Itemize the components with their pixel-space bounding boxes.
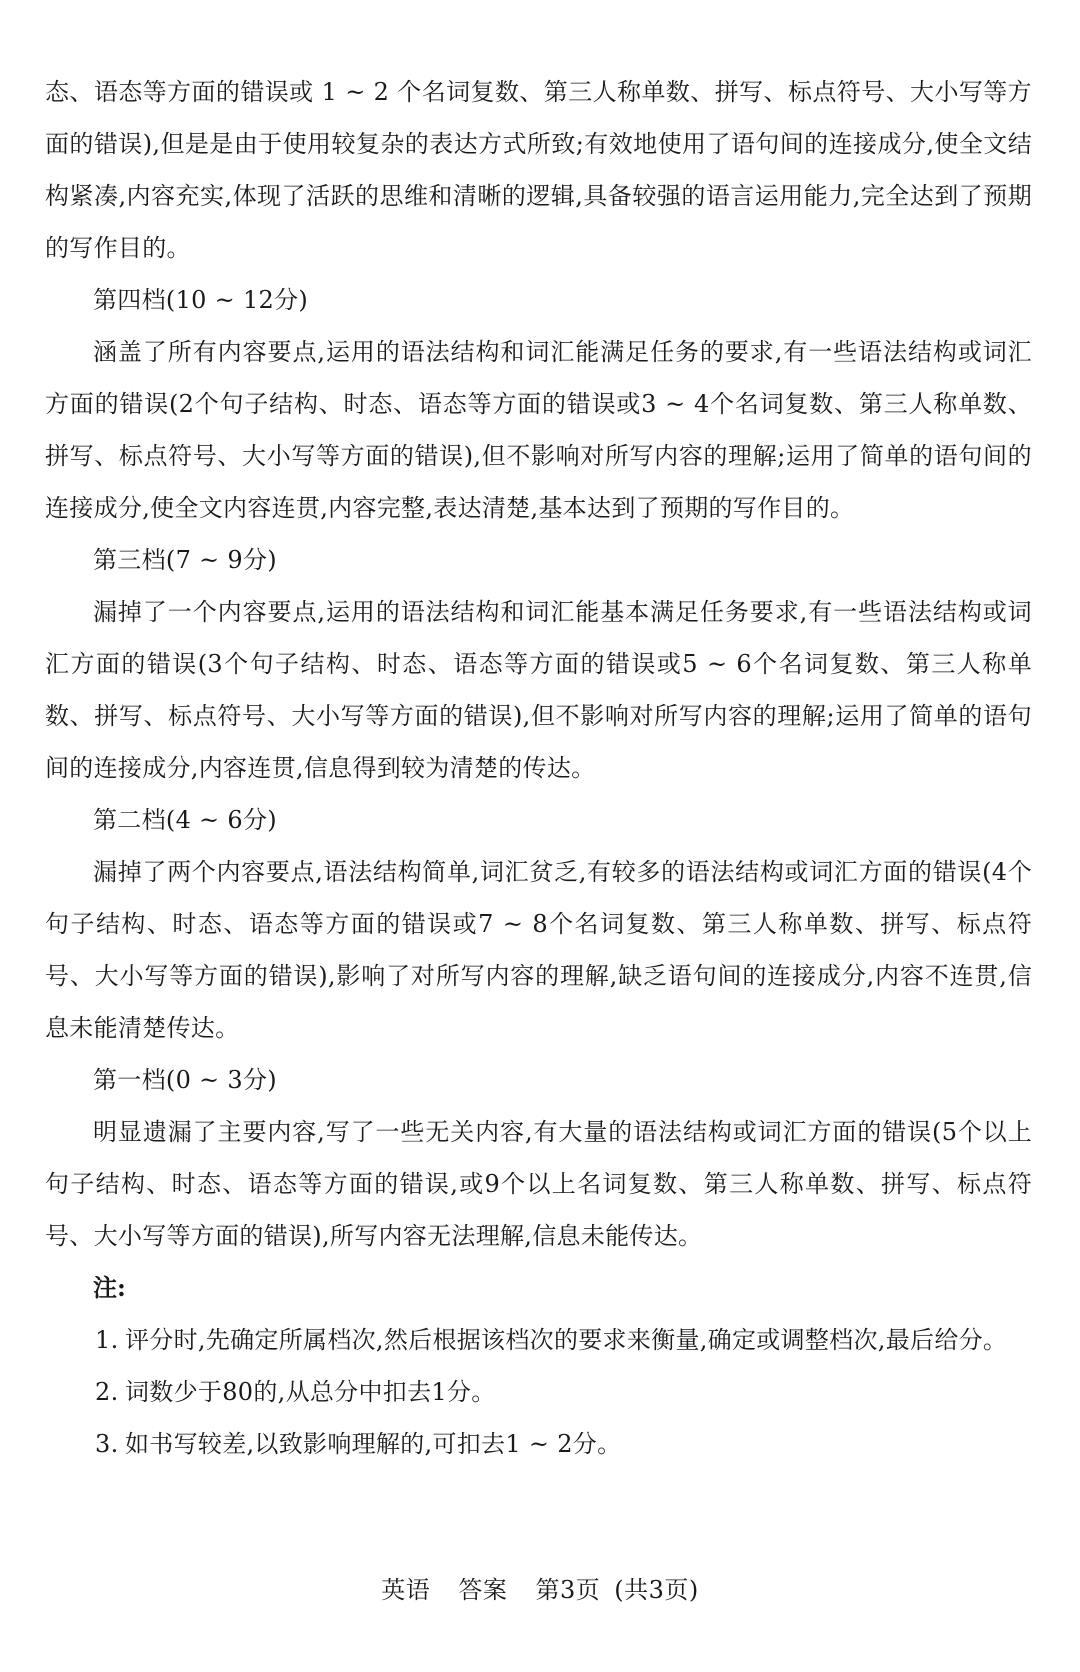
note-text: 词数少于80的,从总分中扣去1分。	[125, 1378, 496, 1406]
note-number: 3.	[95, 1430, 119, 1458]
footer-total-pages: (共3页)	[614, 1576, 699, 1604]
page-footer	[0, 1574, 1080, 1606]
notes-section	[45, 1262, 1032, 1470]
level-title: 第二档(4 ~ 6分)	[93, 806, 277, 834]
notes-heading: 注:	[93, 1273, 126, 1302]
level-description: 涵盖了所有内容要点,运用的语法结构和词汇能满足任务的要求,有一些语法结构或词汇方面的错误(2个句子结构、时态、语态等方面的错误或3 ~ 4个名词复数、第三人称单数、拼写、标点符号、大小写等方面的错误),但不影响对所写内容的理解;运用了简单的语句间的连接成分,使全文内容连贯,内容完整,表达清楚,基本达到了预期的写作目的。	[45, 338, 1032, 522]
level-2-section	[45, 794, 1032, 1054]
level-description: 漏掉了一个内容要点,运用的语法结构和词汇能基本满足任务要求,有一些语法结构或词汇方面的错误(3个句子结构、时态、语态等方面的错误或5 ~ 6个名词复数、第三人称单数、拼写、标点符号、大小写等方面的错误),但不影响对所写内容的理解;运用了简单的语句间的连接成分,内容连贯,信息得到较为清楚的传达。	[45, 598, 1032, 782]
level-3-section	[45, 534, 1032, 794]
level-title: 第四档(10 ~ 12分)	[93, 286, 309, 314]
footer-subject: 英语	[381, 1576, 431, 1604]
note-item	[45, 1366, 1032, 1418]
level-description: 漏掉了两个内容要点,语法结构简单,词汇贫乏,有较多的语法结构或词汇方面的错误(4个句子结构、时态、语态等方面的错误或7 ~ 8个名词复数、第三人称单数、拼写、标点符号、大小写等方面的错误),影响了对所写内容的理解,缺乏语句间的连接成分,内容不连贯,信息未能清楚传达。	[45, 858, 1032, 1042]
note-text: 评分时,先确定所属档次,然后根据该档次的要求来衡量,确定或调整档次,最后给分。	[125, 1326, 1008, 1354]
note-number: 2.	[95, 1378, 119, 1406]
note-item	[45, 1314, 1032, 1366]
level-title: 第一档(0 ~ 3分)	[93, 1066, 277, 1094]
note-number: 1.	[95, 1326, 119, 1354]
level-description: 明显遗漏了主要内容,写了一些无关内容,有大量的语法结构或词汇方面的错误(5个以上句子结构、时态、语态等方面的错误,或9个以上名词复数、第三人称单数、拼写、标点符号、大小写等方面的错误),所写内容无法理解,信息未能传达。	[45, 1118, 1032, 1250]
level-1-section	[45, 1054, 1032, 1262]
note-text: 如书写较差,以致影响理解的,可扣去1 ~ 2分。	[125, 1430, 622, 1458]
continuation-paragraph: 态、语态等方面的错误或 1 ~ 2 个名词复数、第三人称单数、拼写、标点符号、大小写等方面的错误),但是是由于使用较复杂的表达方式所致;有效地使用了语句间的连接成分,使全文结构紧凑,内容充实,体现了活跃的思维和清晰的逻辑,具备较强的语言运用能力,完全达到了预期的写作目的。	[45, 78, 1032, 262]
footer-type: 答案	[458, 1576, 508, 1604]
footer-page-number: 第3页	[535, 1576, 601, 1604]
note-item	[45, 1418, 1032, 1470]
level-title: 第三档(7 ~ 9分)	[93, 546, 277, 574]
level-4-section	[45, 274, 1032, 534]
